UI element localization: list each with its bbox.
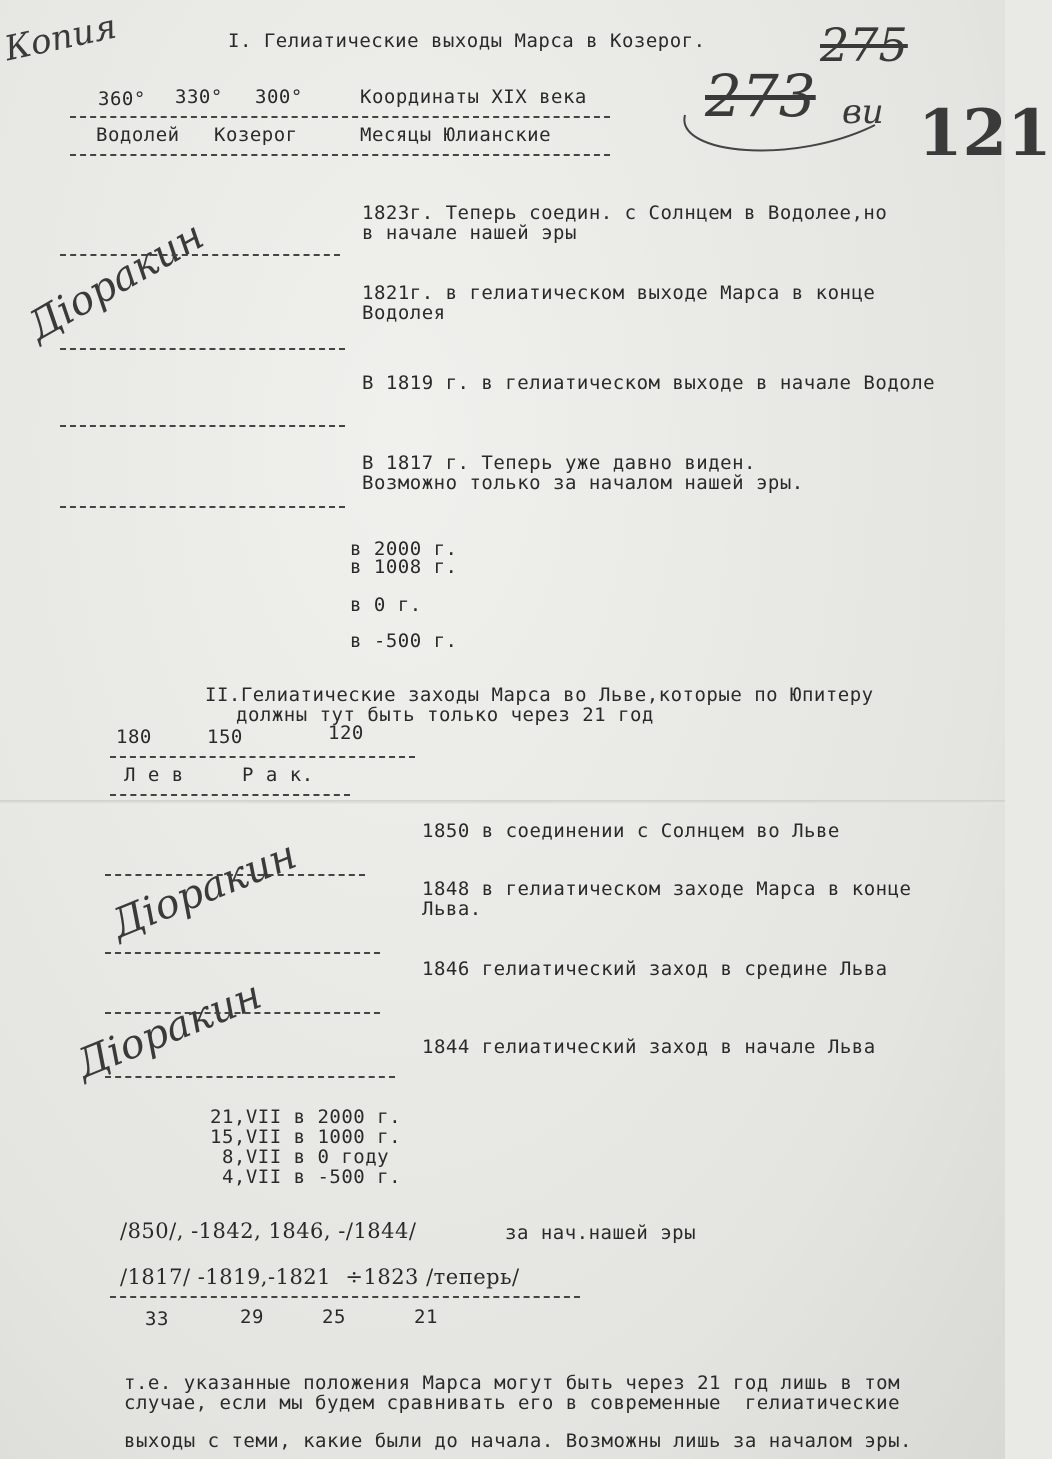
section1-entry-1-line2: в начале нашей эры bbox=[362, 222, 577, 244]
handwritten-crossed-number: 275 bbox=[820, 18, 908, 72]
section1-coords-label: Координаты XIX века bbox=[360, 86, 587, 108]
summary-diff-3: 25 bbox=[322, 1306, 346, 1328]
section2-entry-4-line1: 1844 гелиатический заход в начале Льва bbox=[422, 1036, 876, 1058]
handwritten-page-number: 121 bbox=[918, 96, 1052, 171]
section1-entry-2-line1: 1821г. в гелиатическом выходе Марса в конце bbox=[362, 282, 876, 304]
section1-months-label: Месяцы Юлианские bbox=[360, 124, 552, 146]
divider bbox=[60, 425, 345, 427]
summary-row1-note: за нач.нашей эры bbox=[505, 1222, 697, 1244]
section2-year-2: 15,VII в 1000 г. bbox=[210, 1126, 402, 1148]
divider bbox=[105, 1012, 380, 1014]
section2-degree-1: 180 bbox=[116, 726, 152, 748]
handwritten-loop bbox=[675, 95, 905, 165]
handwritten-corner-word: Копия bbox=[1, 6, 121, 70]
section2-year-1: 21,VII в 2000 г. bbox=[210, 1106, 402, 1128]
handwritten-suffix: ви bbox=[842, 92, 884, 132]
section2-year-3: 8,VII в 0 году bbox=[210, 1146, 390, 1168]
summary-diff-1: 33 bbox=[145, 1308, 169, 1330]
summary-row1-numbers: /850/, -1842, 1846, -/1844/ bbox=[120, 1219, 417, 1243]
handwritten-number: 273 bbox=[705, 62, 816, 130]
handwritten-margin-word-1: Дiоракин bbox=[20, 212, 212, 350]
section1-year-2: в 1008 г. bbox=[350, 556, 458, 578]
section2-degree-2: 150 bbox=[207, 726, 243, 748]
section2-sign-cancer: Р а к. bbox=[242, 764, 314, 786]
section1-entry-1-line1: 1823г. Теперь соедин. с Солнцем в Водолее,но bbox=[362, 202, 888, 224]
divider bbox=[60, 348, 345, 350]
paper-fold bbox=[0, 800, 1005, 804]
section2-entry-2-line1: 1848 в гелиатическом заходе Марса в конце bbox=[422, 878, 912, 900]
section2-entry-1-line1: 1850 в соединении с Солнцем во Льве bbox=[422, 820, 840, 842]
section2-year-4: 4,VII в -500 г. bbox=[210, 1166, 402, 1188]
divider bbox=[105, 1076, 395, 1078]
conclusion-line3: выходы с теми, какие были до начала. Возможны лишь за началом эры. bbox=[124, 1430, 912, 1452]
section1-degree-1: 360° bbox=[98, 88, 146, 110]
divider bbox=[110, 756, 415, 758]
summary-diff-4: 21 bbox=[414, 1306, 438, 1328]
summary-diff-2: 29 bbox=[240, 1306, 264, 1328]
divider bbox=[110, 794, 350, 796]
section1-title: I. Гелиатические выходы Марса в Козерог. bbox=[228, 30, 706, 52]
divider bbox=[60, 254, 340, 256]
section1-year-1: в 2000 г. bbox=[350, 538, 458, 560]
divider bbox=[70, 154, 610, 156]
section1-sign-aquarius: Водолей bbox=[96, 124, 180, 146]
summary-row2-numbers: /1817/ -1819,-1821 ÷1823 /теперь/ bbox=[120, 1265, 520, 1289]
section1-degree-3: 300° bbox=[255, 86, 303, 108]
section1-year-4: в -500 г. bbox=[350, 630, 458, 652]
divider bbox=[110, 1296, 580, 1298]
section1-entry-4-line1: В 1817 г. Теперь уже давно виден. bbox=[362, 452, 756, 474]
conclusion-line1: т.е. указанные положения Марса могут быть через 21 год лишь в том bbox=[124, 1372, 901, 1394]
handwritten-margin-word-2: Дiоракин bbox=[105, 832, 303, 948]
section1-entry-3-line1: В 1819 г. в гелиатическом выходе в начале Водоле bbox=[362, 372, 936, 394]
section2-degree-3: 120 bbox=[328, 722, 364, 744]
section2-title-line2: должны тут быть только через 21 год bbox=[236, 704, 654, 726]
section2-title-line1: II.Гелиатические заходы Марса во Льве,которые по Юпитеру bbox=[205, 684, 874, 706]
section1-year-3: в 0 г. bbox=[350, 594, 422, 616]
section2-entry-2-line2: Льва. bbox=[422, 898, 482, 920]
divider bbox=[105, 874, 365, 876]
section1-degree-2: 330° bbox=[175, 86, 223, 108]
conclusion-line2: случае, если мы будем сравнивать его в современные гелиатические bbox=[124, 1392, 901, 1414]
divider bbox=[70, 116, 610, 118]
handwritten-margin-word-3: Дiоракин bbox=[70, 972, 268, 1088]
divider bbox=[105, 952, 380, 954]
section1-entry-2-line2: Водолея bbox=[362, 302, 446, 324]
divider bbox=[60, 506, 345, 508]
section2-sign-leo: Л е в bbox=[124, 764, 184, 786]
section1-sign-capricorn: Козерог bbox=[214, 124, 298, 146]
section2-entry-3-line1: 1846 гелиатический заход в средине Льва bbox=[422, 958, 888, 980]
section1-entry-4-line2: Возможно только за началом нашей эры. bbox=[362, 472, 804, 494]
